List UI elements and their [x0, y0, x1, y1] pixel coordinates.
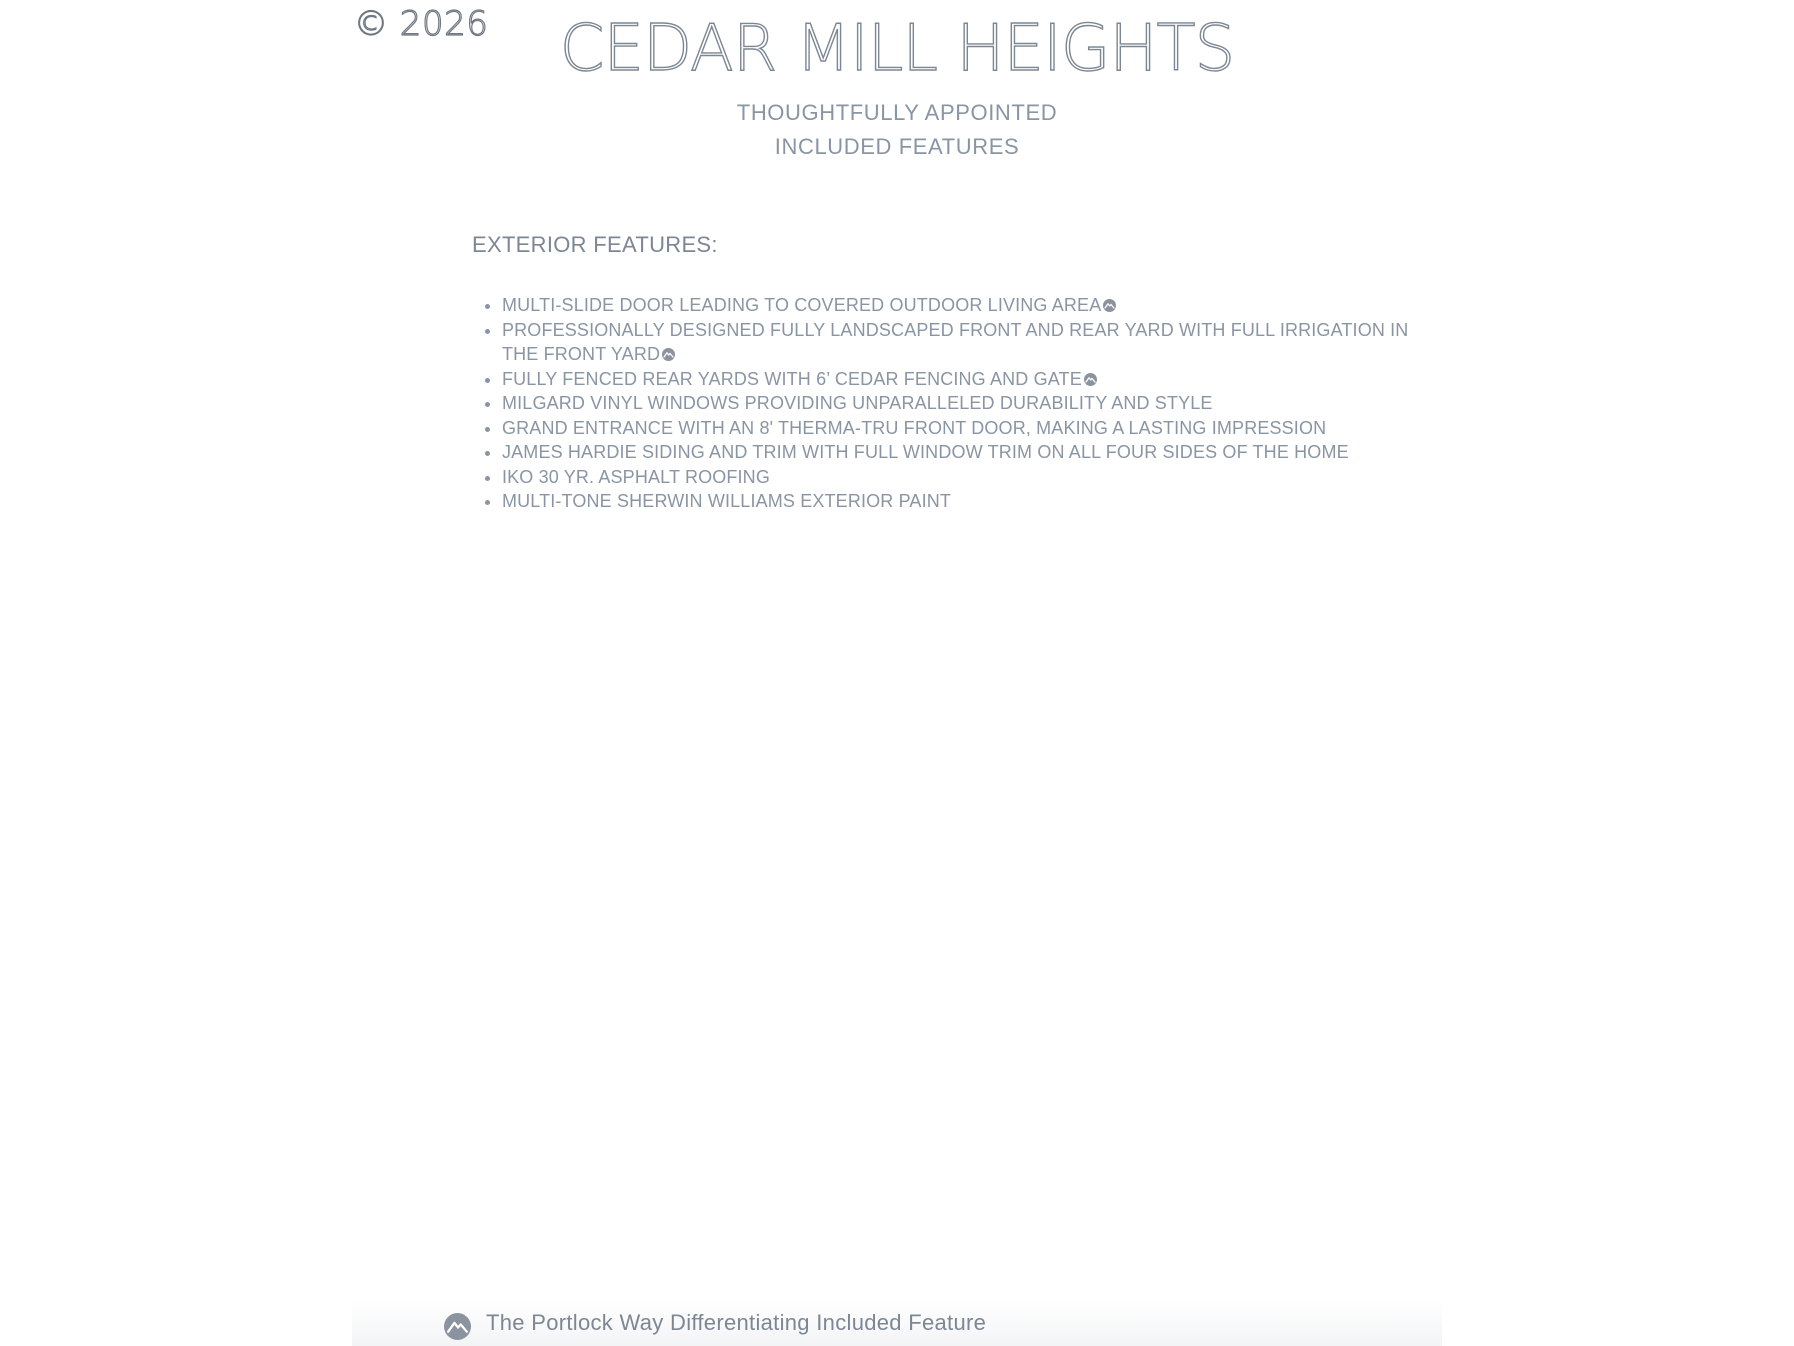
feature-text: MILGARD VINYL WINDOWS PROVIDING UNPARALLELED DURABILITY AND STYLE — [502, 393, 1213, 413]
feature-item — [502, 465, 1432, 490]
mountain-badge-icon — [662, 348, 675, 361]
feature-item — [502, 318, 1432, 367]
feature-text: GRAND ENTRANCE WITH AN 8' THERMA-TRU FRONT DOOR, MAKING A LASTING IMPRESSION — [502, 417, 1327, 438]
feature-text: IKO 30 YR. ASPHALT ROOFING — [502, 466, 770, 487]
feature-item — [502, 440, 1432, 465]
subtitle-line-1: THOUGHTFULLY APPOINTED — [736, 100, 1058, 125]
feature-text: MULTI-SLIDE DOOR LEADING TO COVERED OUTDOOR LIVING AREA — [502, 295, 1102, 315]
feature-list — [472, 293, 1432, 514]
legend-text: The Portlock Way Differentiating Included Feature — [486, 1310, 987, 1335]
copyright-notice: © 2026 — [354, 4, 489, 44]
feature-item — [502, 367, 1432, 392]
mountain-badge-icon — [1084, 373, 1097, 386]
mountain-badge-icon — [444, 1313, 471, 1340]
feature-item — [502, 416, 1432, 441]
feature-text: JAMES HARDIE SIDING AND TRIM WITH FULL WINDOW TRIM ON ALL FOUR SIDES OF THE HOME — [502, 442, 1349, 462]
mountain-badge-icon — [1103, 299, 1116, 312]
feature-item — [502, 391, 1432, 416]
section-heading: EXTERIOR FEATURES: — [472, 232, 718, 257]
subtitle-line-2: INCLUDED FEATURES — [774, 134, 1020, 159]
feature-item — [502, 489, 1432, 514]
feature-text: FULLY FENCED REAR YARDS WITH 6’ CEDAR FENCING AND GATE — [502, 368, 1082, 389]
feature-text: PROFESSIONALLY DESIGNED FULLY LANDSCAPED FRONT AND REAR YARD WITH FULL IRRIGATION IN THE FRONT YARD — [502, 319, 1409, 364]
feature-item — [502, 293, 1432, 318]
page-title: CEDAR MILL HEIGHTS — [559, 12, 1235, 86]
feature-text: MULTI-TONE SHERWIN WILLIAMS EXTERIOR PAINT — [502, 491, 952, 511]
